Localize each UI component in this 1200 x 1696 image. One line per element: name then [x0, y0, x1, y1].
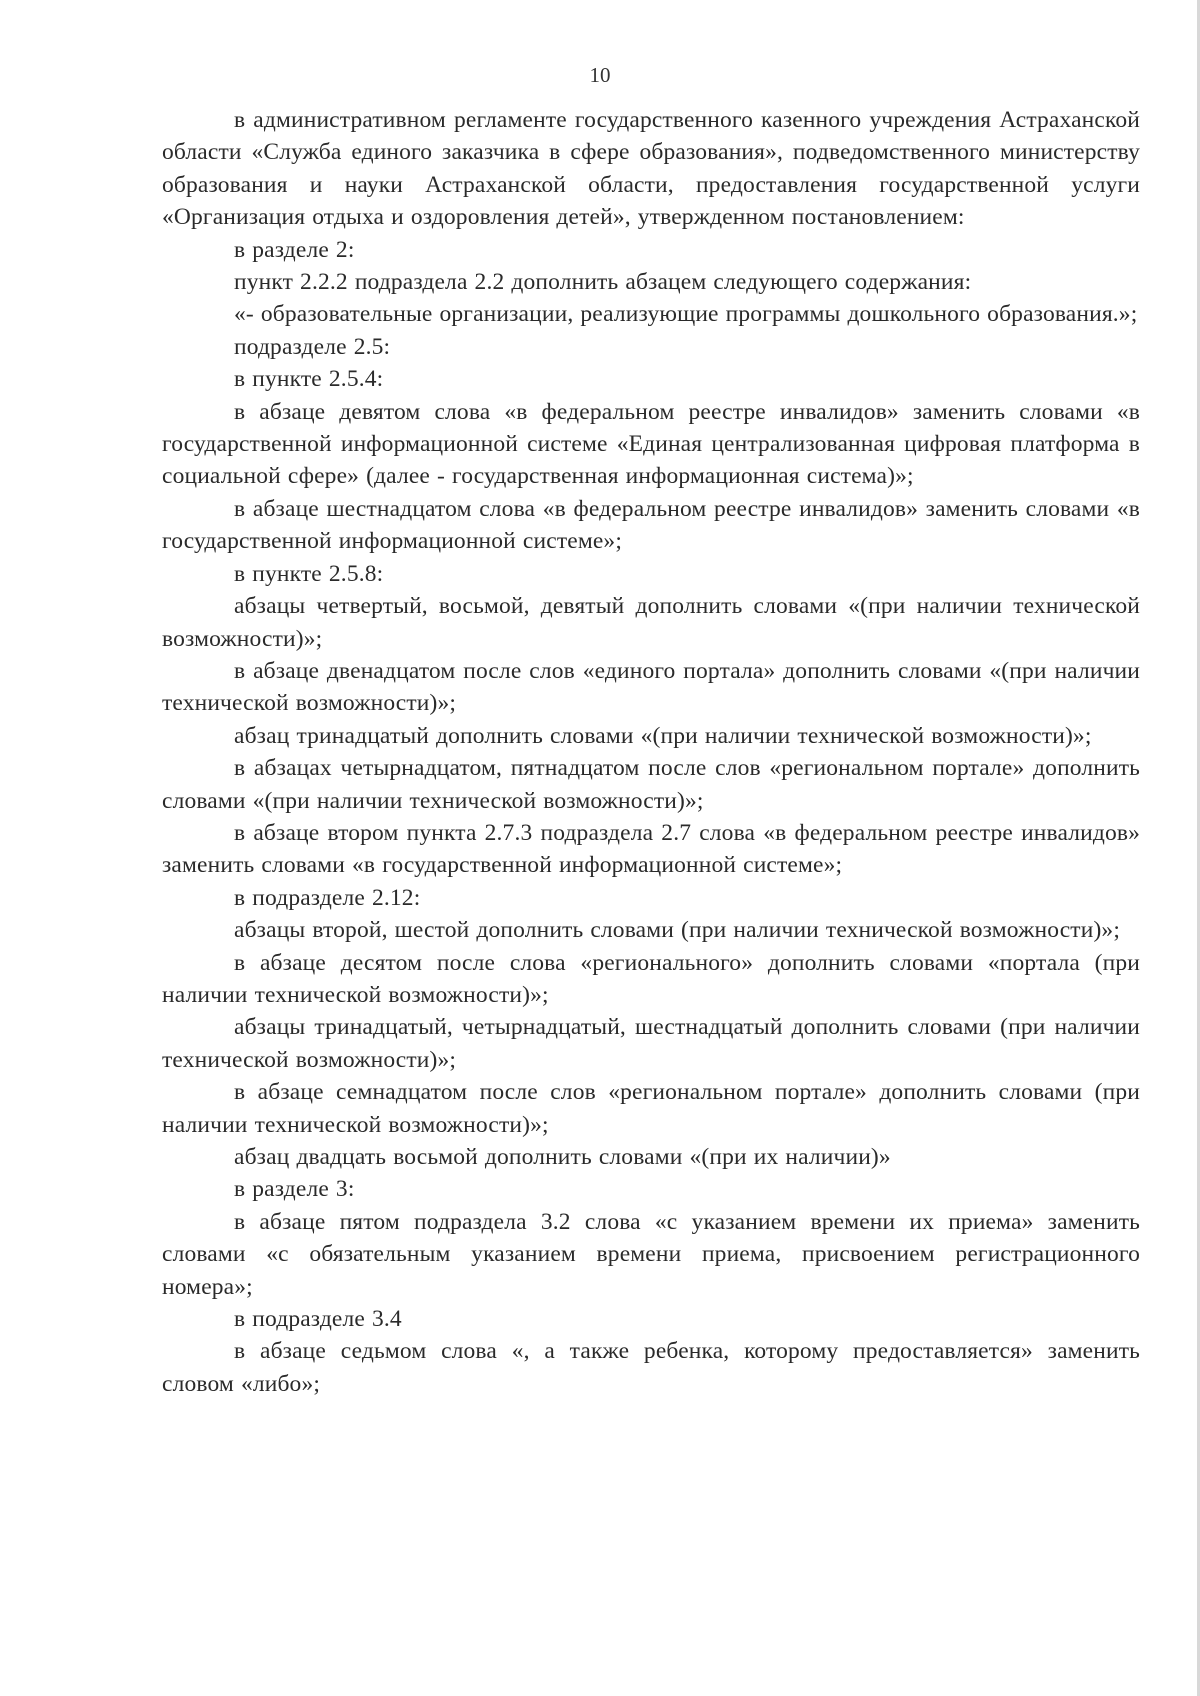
paragraph: в разделе 3: — [234, 1176, 355, 1203]
paragraph: пункт 2.2.2 подраздела 2.2 дополнить абзацем следующего содержания: — [234, 269, 972, 296]
paragraph: абзацы второй, шестой дополнить словами (при наличии технической возможности)»; — [234, 917, 1120, 944]
paragraph: в пункте 2.5.8: — [234, 560, 384, 587]
paragraph: в абзаце втором пункта 2.7.3 подраздела 2.7 слова «в федеральном реестре инвалидов» заменить словами «в государственной информационной системе»; — [162, 819, 1140, 879]
paragraph: абзацы четвертый, восьмой, девятый дополнить словами «(при наличии технической возможности)»; — [162, 593, 1140, 652]
paragraph: в пункте 2.5.4: — [234, 366, 384, 393]
document-body — [162, 104, 1140, 1400]
paragraph: в абзаце седьмом слова «, а также ребенка, которому предоставляется» заменить словом «либо»; — [162, 1338, 1140, 1397]
paragraph: абзац тринадцатый дополнить словами «(при наличии технической возможности)»; — [234, 722, 1092, 749]
paragraph: «- образовательные организации, реализующие программы дошкольного образования.»; — [234, 301, 1138, 328]
paragraph: в абзаце шестнадцатом слова «в федеральном реестре инвалидов» заменить словами «в государственной информационной системе»; — [162, 495, 1140, 555]
paragraph: в абзаце десятом после слова «регионального» дополнить словами «портала (при наличии технической возможности)»; — [162, 949, 1140, 1008]
page-number: 10 — [589, 63, 611, 87]
paragraph: подразделе 2.5: — [234, 333, 391, 360]
paragraph: в подразделе 2.12: — [234, 884, 421, 911]
paragraph: в абзаце двенадцатом после слов «единого портала» дополнить словами «(при наличии технической возможности)»; — [162, 657, 1140, 717]
paragraph: абзацы тринадцатый, четырнадцатый, шестнадцатый дополнить словами (при наличии технической возможности)»; — [162, 1014, 1140, 1073]
paragraph: абзац двадцать восьмой дополнить словами «(при их наличии)» — [234, 1144, 891, 1170]
paragraph: в административном регламенте государственного казенного учреждения Астраханской области «Служба единого заказчика в сфере образования», подведомственного министерству образования и науки Астраханской области, предоставления государственной услуги «Организация отдыха и оздоровления детей», утвержденном постановлением: — [162, 107, 1140, 231]
paragraph: в абзаце пятом подраздела 3.2 слова «с указанием времени их приема» заменить словами «с обязательным указанием времени приема, присвоением регистрационного номера»; — [162, 1208, 1140, 1300]
paragraph: в разделе 2: — [234, 236, 355, 263]
paragraph: в абзаце девятом слова «в федеральном реестре инвалидов» заменить словами «в государственной информационной системе «Единая централизованная цифровая платформа в социальной сфере» (далее - государственная информационная система)»; — [162, 398, 1140, 490]
paragraph: в абзацах четырнадцатом, пятнадцатом после слов «региональном портале» дополнить словами «(при наличии технической возможности)»; — [162, 755, 1140, 814]
paragraph: в подразделе 3.4 — [234, 1306, 402, 1333]
paragraph: в абзаце семнадцатом после слов «региональном портале» дополнить словами (при наличии технической возможности)»; — [162, 1079, 1140, 1138]
